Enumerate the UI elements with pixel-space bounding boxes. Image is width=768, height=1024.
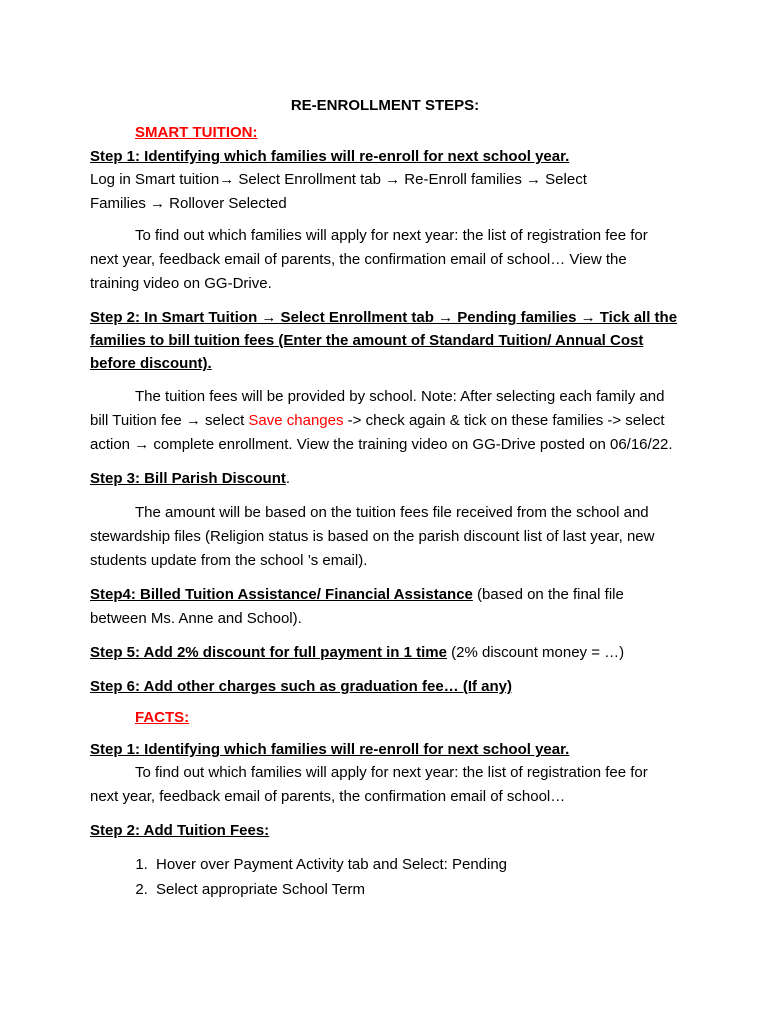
step2-paragraph-part1: The tuition fees will be provided by school. Note: After selecting each family and bill Tuition fee → select [90,388,665,429]
step2-paragraph [90,385,680,457]
facts-step1-heading: Step 1: Identifying which families will re-enroll for next school year. [90,741,570,758]
document-page [90,96,680,902]
step5-line [90,641,680,665]
step3-heading: Step 3: Bill Parish Discount [90,470,286,487]
step3-trailing: . [285,470,291,487]
step4-trailing: (based on the final file between Ms. Anne and School). [90,586,624,627]
section-heading-facts: FACTS: [135,709,190,726]
step2-paragraph-part2: -> check again & tick on these families -> select action → complete enrollment. View the training video on GG-Drive posted on 06/16/22. [90,412,673,453]
step5-heading: Step 5: Add 2% discount for full payment in 1 time [90,644,447,661]
step4-line [90,583,680,631]
step3-heading-line [90,467,680,491]
section-heading-smart-tuition: SMART TUITION: [135,124,258,141]
step5-trailing: (2% discount money = …) [446,644,625,661]
facts-step2-heading: Step 2: Add Tuition Fees: [90,822,270,839]
step4-heading: Step4: Billed Tuition Assistance/ Financial Assistance [90,586,473,603]
step2-heading: Step 2: In Smart Tuition → Select Enrollment tab → Pending families → Tick all the families to bill tuition fees (Enter the amount of Standard Tuition/ Annual Cost before discount). [90,309,678,372]
step1-heading: Step 1: Identifying which families will re-enroll for next school year. [90,148,570,165]
document-title: RE-ENROLLMENT STEPS: [290,97,480,114]
step1-paragraph: To find out which families will apply for next year: the list of registration fee for next year, feedback email of parents, the confirmation email of school… View the training video on GG-Drive. [90,227,648,292]
save-changes-highlight: Save changes [248,412,344,429]
list-item: 2. Select appropriate School Term [152,877,680,902]
list-item: 1. Hover over Payment Activity tab and Select: Pending [152,852,680,877]
step1-line2: Families → Rollover Selected [90,195,287,212]
facts-step2-list [90,852,680,902]
step6-heading: Step 6: Add other charges such as graduation fee… (If any) [90,678,513,695]
step1-line1: Log in Smart tuition→ Select Enrollment tab → Re-Enroll families → Select [90,171,587,188]
facts-step1-paragraph: To find out which families will apply for next year: the list of registration fee for next year, feedback email of parents, the confirmation email of school… [90,764,648,805]
step3-paragraph: The amount will be based on the tuition fees file received from the school and stewardship files (Religion status is based on the parish discount list of last year, new students update from the school ’s email). [90,504,655,569]
